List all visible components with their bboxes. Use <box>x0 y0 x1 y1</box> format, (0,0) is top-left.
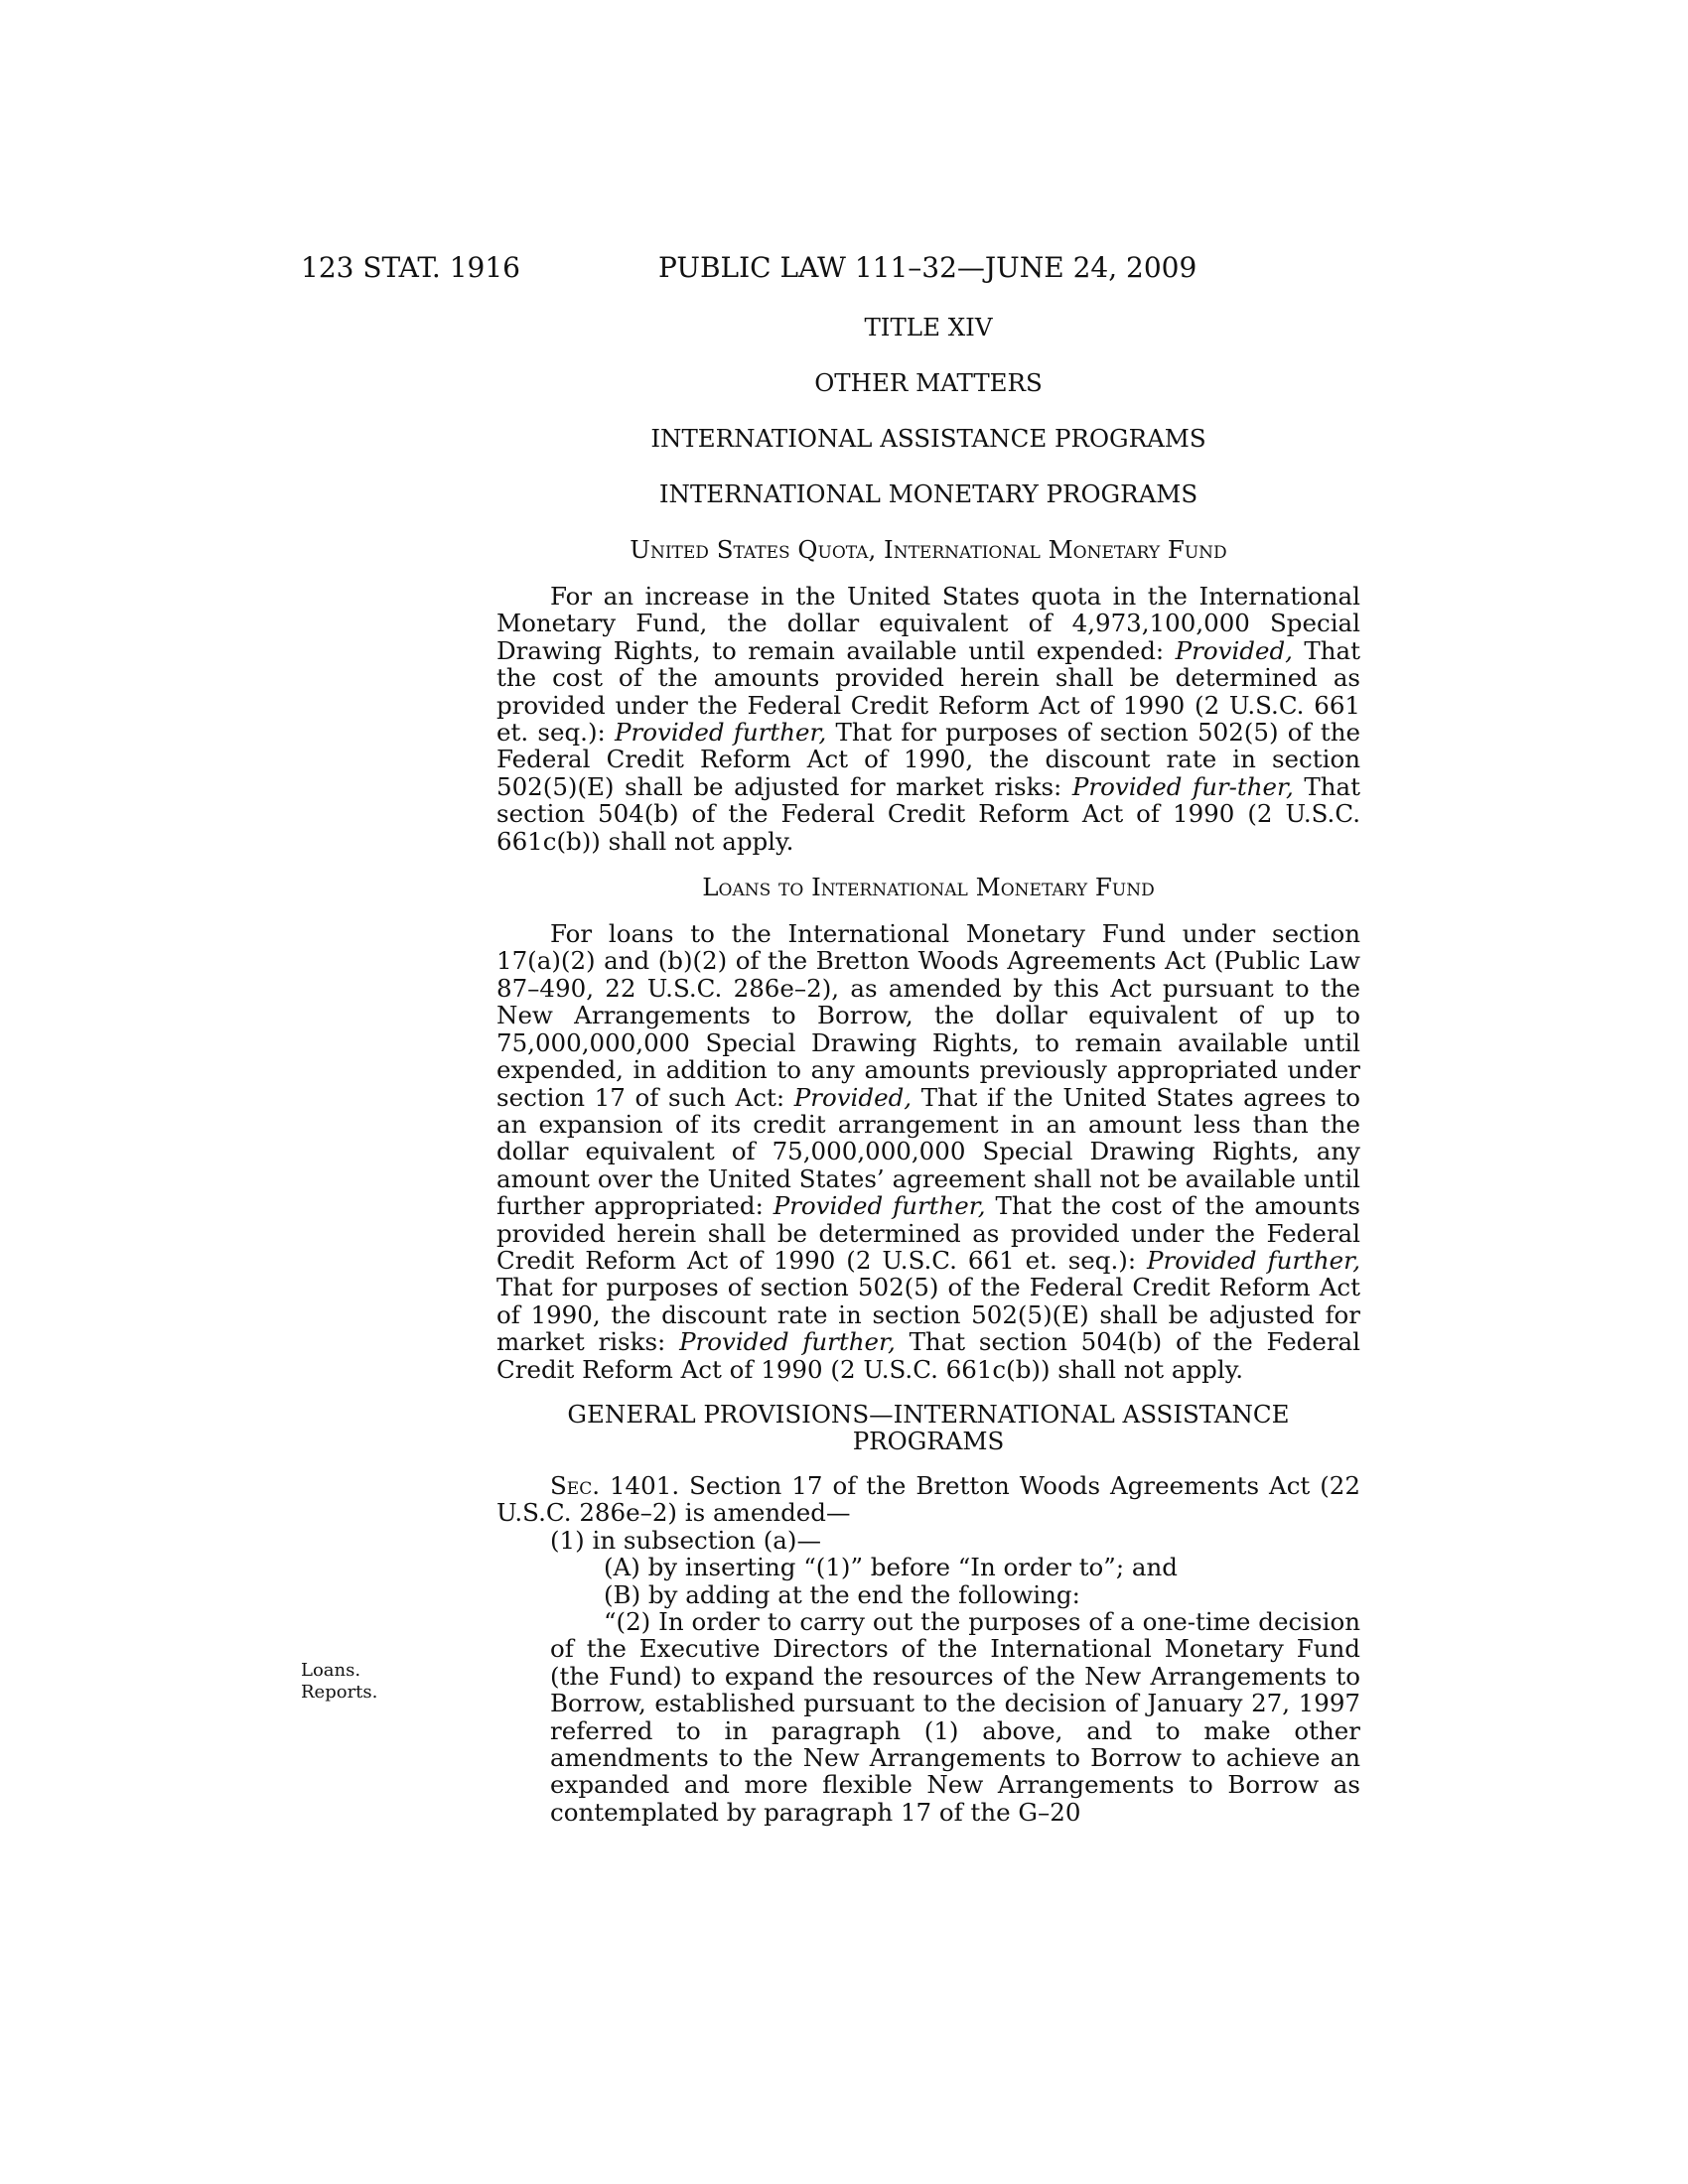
section-item-a: (A) by inserting “(1)” before “In order to”; and <box>604 1553 1178 1582</box>
general-provisions-line-2: PROGRAMS <box>852 1426 1005 1455</box>
quota-proviso-2: Provided further, <box>615 718 827 748</box>
margin-notes <box>301 1660 420 1704</box>
main-text <box>496 313 1360 1826</box>
subtitle-heading: OTHER MATTERS <box>814 368 1043 397</box>
section-intro-text: Section 17 of the Bretton Woods Agreements Act (22 U.S.C. 286e–2) is amended— <box>496 1470 1360 1528</box>
loans-text-3: That the cost of the amounts provided herein shall be determined as provided under the Federal Credit Reform Act of 1990 (2 U.S.C. 661 et. seq.): <box>496 1191 1360 1275</box>
section-quoted-paragraph: “(2) In order to carry out the purposes of a one-time decision of the Executive Directors of the International Monetary Fund (the Fund) to expand the resources of the New Arrangements to Borrow, established pursuant to the decision of January 27, 1997 referred to in paragraph (1) above, and to make other amendments to the New Arrangements to Borrow to achieve an expanded and more flexible New Arrangements to Borrow as contemplated by paragraph 17 of the G–20 <box>550 1607 1360 1827</box>
quota-text-1: For an increase in the United States quota in the International Monetary Fund, the dollar equivalent of 4,973,100,000 Special Drawing Rights, to remain available until expended: <box>496 582 1360 665</box>
loans-proviso-1: Provided, <box>793 1082 913 1112</box>
quota-text-3: That for purposes of section 502(5) of the Federal Credit Reform Act of 1990, the discount rate in section 502(5)(E) shall be adjusted for market risks: <box>496 718 1360 801</box>
program-heading: INTERNATIONAL ASSISTANCE PROGRAMS <box>650 424 1206 453</box>
quota-text-2: That the cost of the amounts provided herein shall be determined as provided under the Federal Credit Reform Act of 1990 (2 U.S.C. 661 et. seq.): <box>496 635 1360 748</box>
quota-paragraph <box>496 583 1360 855</box>
section-1401-intro <box>496 1472 1360 1527</box>
quota-proviso-1: Provided, <box>1175 635 1293 665</box>
quota-text-4: That section 504(b) of the Federal Credit Reform Act of 1990 (2 U.S.C. 661c(b)) shall not apply. <box>496 771 1360 856</box>
loans-text-5: That section 504(b) of the Federal Credit Reform Act of 1990 (2 U.S.C. 661c(b)) shall not apply. <box>496 1327 1360 1384</box>
loans-heading: Loans to International Monetary Fund <box>702 873 1155 902</box>
title-heading: TITLE XIV <box>864 313 993 341</box>
section-item-1: (1) in subsection (a)— <box>550 1525 821 1555</box>
section-label: Sec. 1401. <box>550 1470 680 1500</box>
loans-proviso-2: Provided further, <box>773 1191 986 1221</box>
loans-text-4: That for purposes of section 502(5) of the Federal Credit Reform Act of 1990, the discount rate in section 502(5)(E) shall be adjusted for market risks: <box>496 1273 1360 1357</box>
section-item-b: (B) by adding at the end the following: <box>604 1579 1080 1609</box>
margin-note-reports: Reports. <box>301 1682 378 1703</box>
subprogram-heading: INTERNATIONAL MONETARY PROGRAMS <box>658 479 1198 508</box>
loans-text-1: For loans to the International Monetary Fund under section 17(a)(2) and (b)(2) of the Bretton Woods Agreements Act (Public Law 87–490, 22 U.S.C. 286e–2), as amended by this Act pursuant to the New Arrangements to Borrow, the dollar equivalent of up to 75,000,000,000 Special Drawing Rights, to remain available until expended, in addition to any amounts previously appropriated under section 17 of such Act: <box>496 919 1360 1112</box>
statute-citation: 123 STAT. 1916 <box>301 251 520 284</box>
general-provisions-heading <box>496 1401 1360 1454</box>
loans-proviso-3: Provided further, <box>1147 1245 1360 1275</box>
public-law-citation: PUBLIC LAW 111–32—JUNE 24, 2009 <box>658 251 1197 284</box>
loans-text-2: That if the United States agrees to an expansion of its credit arrangement in an amount less than the dollar equivalent of 75,000,000,000 Special Drawing Rights, any amount over the United States’ agreement shall not be available until further appropriated: <box>496 1082 1360 1221</box>
quota-proviso-3: Provided fur-ther, <box>1071 771 1294 801</box>
running-head <box>301 248 1363 288</box>
loans-paragraph <box>496 920 1360 1383</box>
general-provisions-line-1: GENERAL PROVISIONS—INTERNATIONAL ASSISTANCE <box>567 1399 1290 1429</box>
margin-note-loans: Loans. <box>301 1660 361 1681</box>
quota-heading: United States Quota, International Monetary Fund <box>630 535 1227 564</box>
loans-proviso-4: Provided further, <box>679 1327 896 1357</box>
